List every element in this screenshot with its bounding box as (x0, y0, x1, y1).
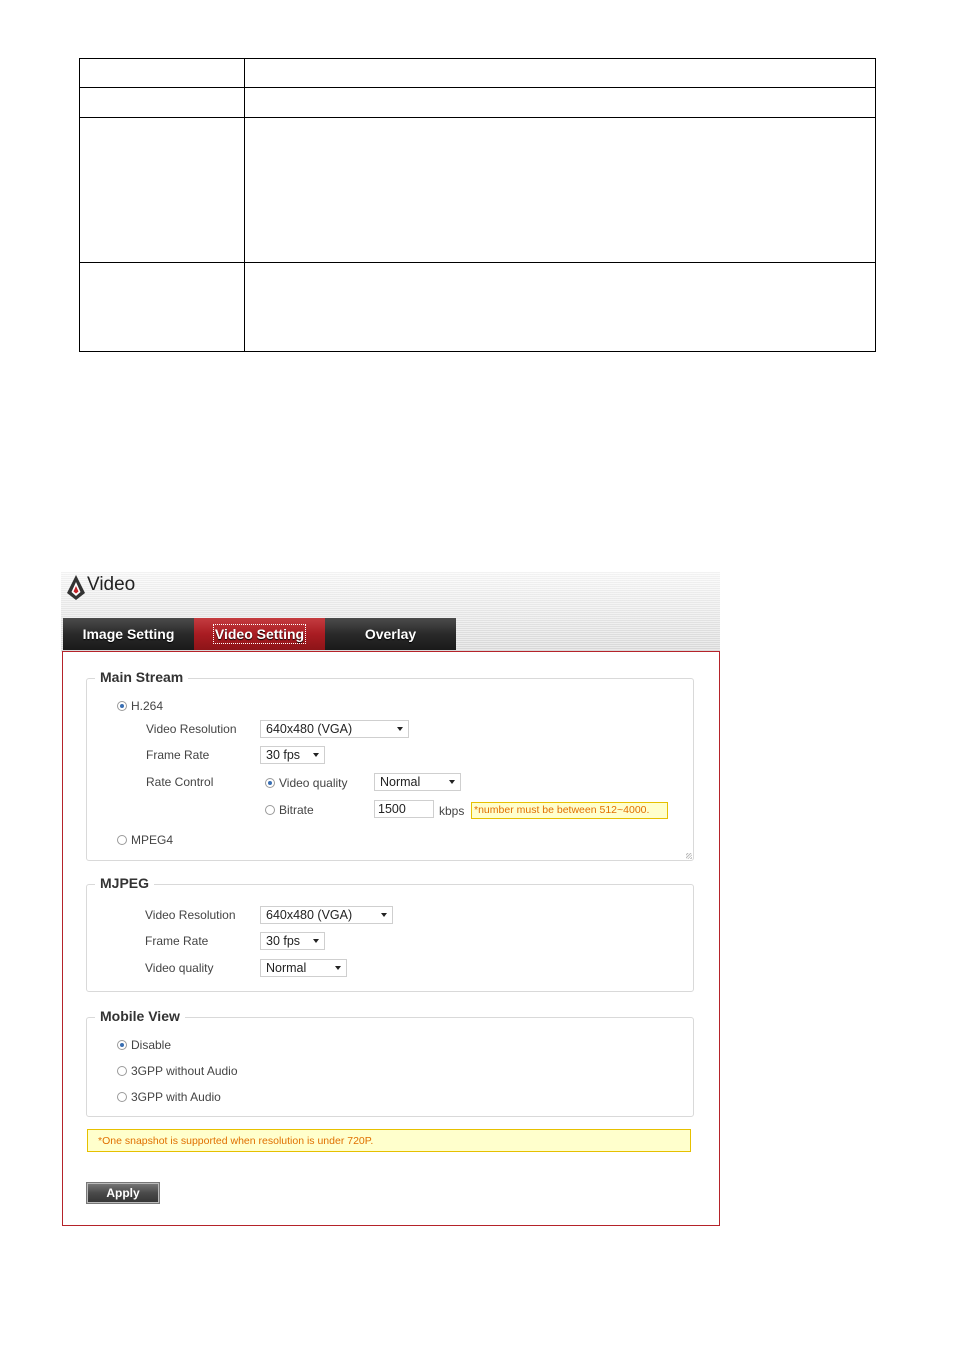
logo-icon (65, 573, 87, 601)
mobile-option-label: Disable (131, 1038, 172, 1052)
chevron-down-icon (335, 966, 341, 970)
frame-rate-label: Frame Rate (146, 748, 210, 762)
chevron-down-icon (313, 939, 319, 943)
frame-rate-select[interactable] (260, 746, 325, 764)
chevron-down-icon (381, 913, 387, 917)
select-value: Normal (380, 775, 421, 789)
mjpeg-legend: MJPEG (95, 875, 154, 891)
radio-unselected-icon[interactable] (117, 1066, 127, 1076)
bitrate-input[interactable]: 1500 (374, 800, 434, 818)
mobile-option-3gpp-audio[interactable] (117, 1090, 221, 1104)
mpeg4-label: MPEG4 (131, 833, 174, 847)
video-resolution-select[interactable] (260, 720, 409, 738)
tab-label: Image Setting (82, 626, 175, 642)
h264-option[interactable] (117, 699, 163, 713)
radio-unselected-icon[interactable] (265, 805, 275, 815)
mjpeg-frame-rate-select[interactable] (260, 932, 325, 950)
mobile-option-disable[interactable] (117, 1038, 171, 1052)
bitrate-option[interactable] (265, 803, 314, 817)
h264-label: H.264 (131, 699, 164, 713)
video-quality-label: Video quality (279, 776, 348, 790)
main-stream-legend: Main Stream (95, 669, 188, 685)
radio-selected-icon[interactable] (117, 701, 127, 711)
mobile-view-legend: Mobile View (95, 1008, 185, 1024)
select-value: 30 fps (266, 934, 301, 948)
mjpeg-video-resolution-select[interactable] (260, 906, 393, 924)
mpeg4-option[interactable] (117, 833, 173, 847)
rate-control-label: Rate Control (146, 775, 214, 789)
radio-selected-icon[interactable] (265, 778, 275, 788)
radio-unselected-icon[interactable] (117, 835, 127, 845)
video-resolution-label: Video Resolution (146, 722, 237, 736)
frame-rate-label: Frame Rate (145, 934, 209, 948)
video-quality-select[interactable] (374, 773, 461, 791)
mjpeg-group (86, 875, 694, 992)
resize-handle-icon[interactable] (686, 853, 692, 859)
select-value: 640x480 (VGA) (266, 722, 353, 736)
select-value: Normal (266, 961, 307, 975)
mobile-option-label: 3GPP with Audio (131, 1090, 221, 1104)
select-value: 640x480 (VGA) (266, 908, 353, 922)
settings-content (62, 651, 720, 1226)
video-quality-option[interactable] (265, 776, 348, 790)
tab-video-setting[interactable] (194, 618, 325, 650)
mobile-view-group (86, 1008, 694, 1117)
tab-label: Overlay (364, 626, 417, 642)
video-settings-panel (61, 572, 720, 1227)
radio-unselected-icon[interactable] (117, 1092, 127, 1102)
mjpeg-video-quality-select[interactable] (260, 959, 347, 977)
tab-label: Video Setting (214, 626, 305, 642)
chevron-down-icon (397, 727, 403, 731)
tab-overlay[interactable] (325, 618, 456, 650)
bitrate-note: *number must be between 512~4000. (471, 802, 668, 819)
mobile-option-3gpp-no-audio[interactable] (117, 1064, 238, 1078)
radio-selected-icon[interactable] (117, 1040, 127, 1050)
video-resolution-label: Video Resolution (145, 908, 236, 922)
mobile-option-label: 3GPP without Audio (131, 1064, 238, 1078)
main-stream-group (86, 669, 694, 861)
chevron-down-icon (449, 780, 455, 784)
document-table (79, 58, 876, 352)
bitrate-label: Bitrate (279, 803, 314, 817)
page-title: Video (87, 574, 136, 595)
bitrate-unit: kbps (439, 804, 465, 818)
select-value: 30 fps (266, 748, 301, 762)
chevron-down-icon (313, 753, 319, 757)
panel-header (61, 572, 720, 652)
tab-bar (63, 618, 456, 650)
tab-image-setting[interactable] (63, 618, 194, 650)
video-quality-label: Video quality (145, 961, 214, 975)
apply-button[interactable]: Apply (86, 1182, 160, 1204)
snapshot-note: *One snapshot is supported when resolution is under 720P. (87, 1129, 691, 1152)
